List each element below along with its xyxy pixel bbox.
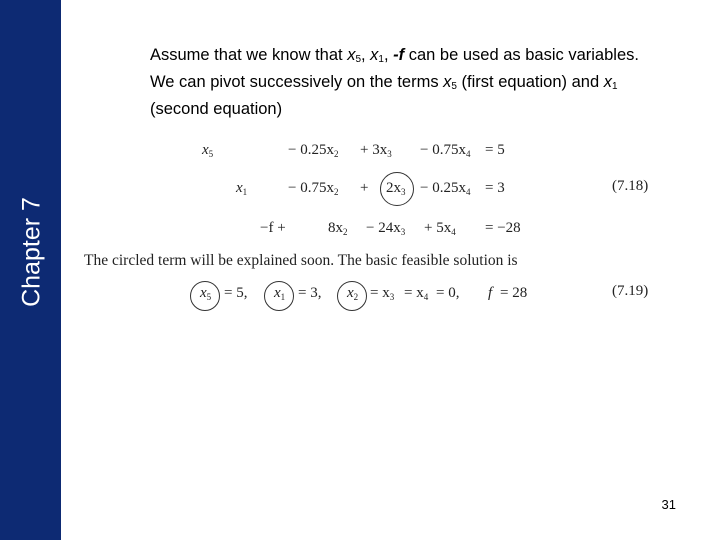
eq-row2-t1: − $0.75x_2$: [288, 180, 339, 197]
eq-row3-rhs: = −28: [485, 220, 521, 236]
sol-x4: = $x_4$: [404, 285, 429, 302]
sol-x5-val: = 5,: [224, 285, 248, 301]
eq-row2-plus: +: [360, 180, 369, 196]
page-number: 31: [661, 497, 676, 512]
eq-row2-rhs: = 3: [485, 180, 505, 196]
sub: 1: [611, 81, 618, 92]
eq-row1-t1: − $0.25x_2$: [288, 142, 339, 159]
eq-row3-t1: $8x_2$: [328, 220, 348, 237]
intro-part: (second equation): [150, 100, 283, 118]
sol-f: f: [488, 285, 493, 301]
sol-x2: $x_2$: [347, 285, 359, 302]
sol-x5: $x_5$: [200, 285, 212, 302]
var-x: x: [347, 46, 356, 64]
sub: 5: [451, 81, 457, 92]
neg-f: -f: [393, 46, 405, 64]
eq-row2-lhs: $x_1$: [236, 180, 248, 197]
sol-f-val: = 28: [500, 285, 528, 301]
chapter-label: Chapter 7: [17, 197, 46, 307]
intro-part: ,: [383, 46, 394, 64]
sub: 5: [355, 54, 361, 65]
intro-text: [150, 44, 650, 120]
eq-row3-t2: − $24x_3$: [366, 220, 406, 237]
sol-x1: $x_1$: [274, 285, 286, 302]
eq-number-7-19: (7.19): [612, 283, 649, 299]
eq-row1-t3: − $0.75x_4$: [420, 142, 471, 159]
intro-part: can be used as basic variables. We can pivot successively on the terms: [150, 46, 639, 91]
eq-row2-circled-term: $2x_3$: [386, 180, 406, 197]
sol-zero: = 0,: [436, 285, 460, 301]
var-x: x: [443, 73, 452, 91]
eq-number-7-18: (7.18): [612, 178, 649, 194]
eq-row1-rhs: = 5: [485, 142, 505, 158]
sol-x3: = $x_3$: [370, 285, 395, 302]
sol-x1-val: = 3,: [298, 285, 322, 301]
eq-row3-t3: + $5x_4$: [424, 220, 456, 237]
var-x: x: [603, 73, 612, 91]
var-x: x: [370, 46, 379, 64]
eq-row3-lhs: −f +: [260, 220, 286, 236]
eq-row1-lhs: $x_5$: [202, 142, 214, 159]
intro-part: Assume that we know that: [150, 46, 348, 64]
body-text: The circled term will be explained soon. The basic feasible solution is: [84, 252, 518, 269]
intro-part: ,: [361, 46, 371, 64]
eq-row1-t2: + $3x_3$: [360, 142, 392, 159]
intro-part: (first equation) and: [456, 73, 604, 91]
sidebar: [0, 0, 61, 540]
eq-row2-t3: − $0.25x_4$: [420, 180, 471, 197]
sub: 1: [378, 54, 384, 65]
